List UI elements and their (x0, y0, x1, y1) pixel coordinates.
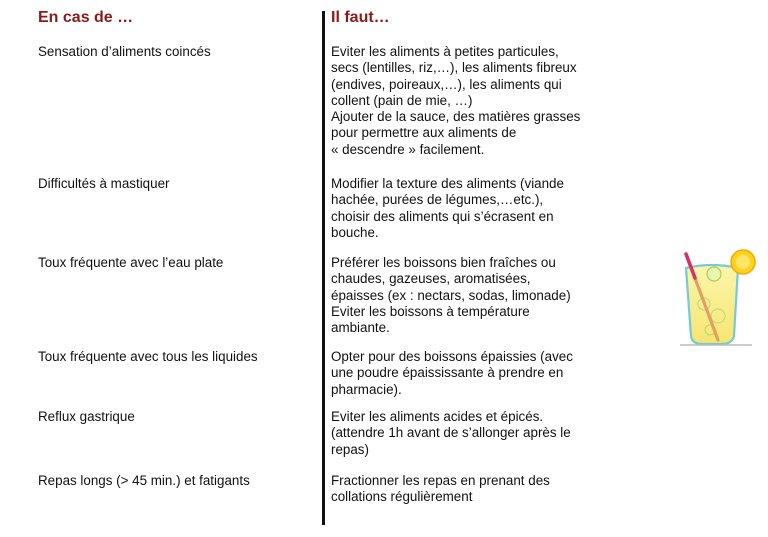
condition-row-1: Sensation d’aliments coincés (38, 44, 211, 59)
action-row-5: Eviter les aliments acides et épicés. (attendre 1h avant de s’allonger après le repas) (331, 409, 571, 457)
header-condition: En cas de … (38, 9, 134, 26)
column-divider (322, 11, 325, 525)
condition-row-6: Repas longs (> 45 min.) et fatigants (38, 473, 250, 488)
condition-row-5: Reflux gastrique (38, 409, 135, 424)
action-row-2: Modifier la texture des aliments (viande hachée, purées de légumes,…etc.), choisir des aliments qui s’écrasent en bouche. (331, 176, 564, 240)
header-action: Il faut… (331, 9, 390, 26)
condition-row-3: Toux fréquente avec l’eau plate (38, 255, 224, 270)
action-row-3: Préférer les boissons bien fraîches ou chaudes, gazeuses, aromatisées, épaisses (ex : nectars, sodas, limonade) Eviter les boissons à température ambiante. (331, 255, 571, 336)
action-row-6: Fractionner les repas en prenant des collations régulièrement (331, 473, 550, 505)
condition-row-4: Toux fréquente avec tous les liquides (38, 349, 258, 364)
action-row-1: Eviter les aliments à petites particules, secs (lentilles, riz,…), les aliments fibreux (endives, poireaux,…), les aliments qui collent (pain de mie, …) Ajouter de la sauce, des matières grasses pour permettre aux aliments de « descendre » facilement. (331, 44, 581, 157)
lemonade-glass-icon (672, 244, 762, 350)
condition-row-2: Difficultés à mastiquer (38, 176, 170, 191)
action-row-4: Opter pour des boissons épaissies (avec une poudre épaississante à prendre en pharmacie). (331, 349, 573, 397)
